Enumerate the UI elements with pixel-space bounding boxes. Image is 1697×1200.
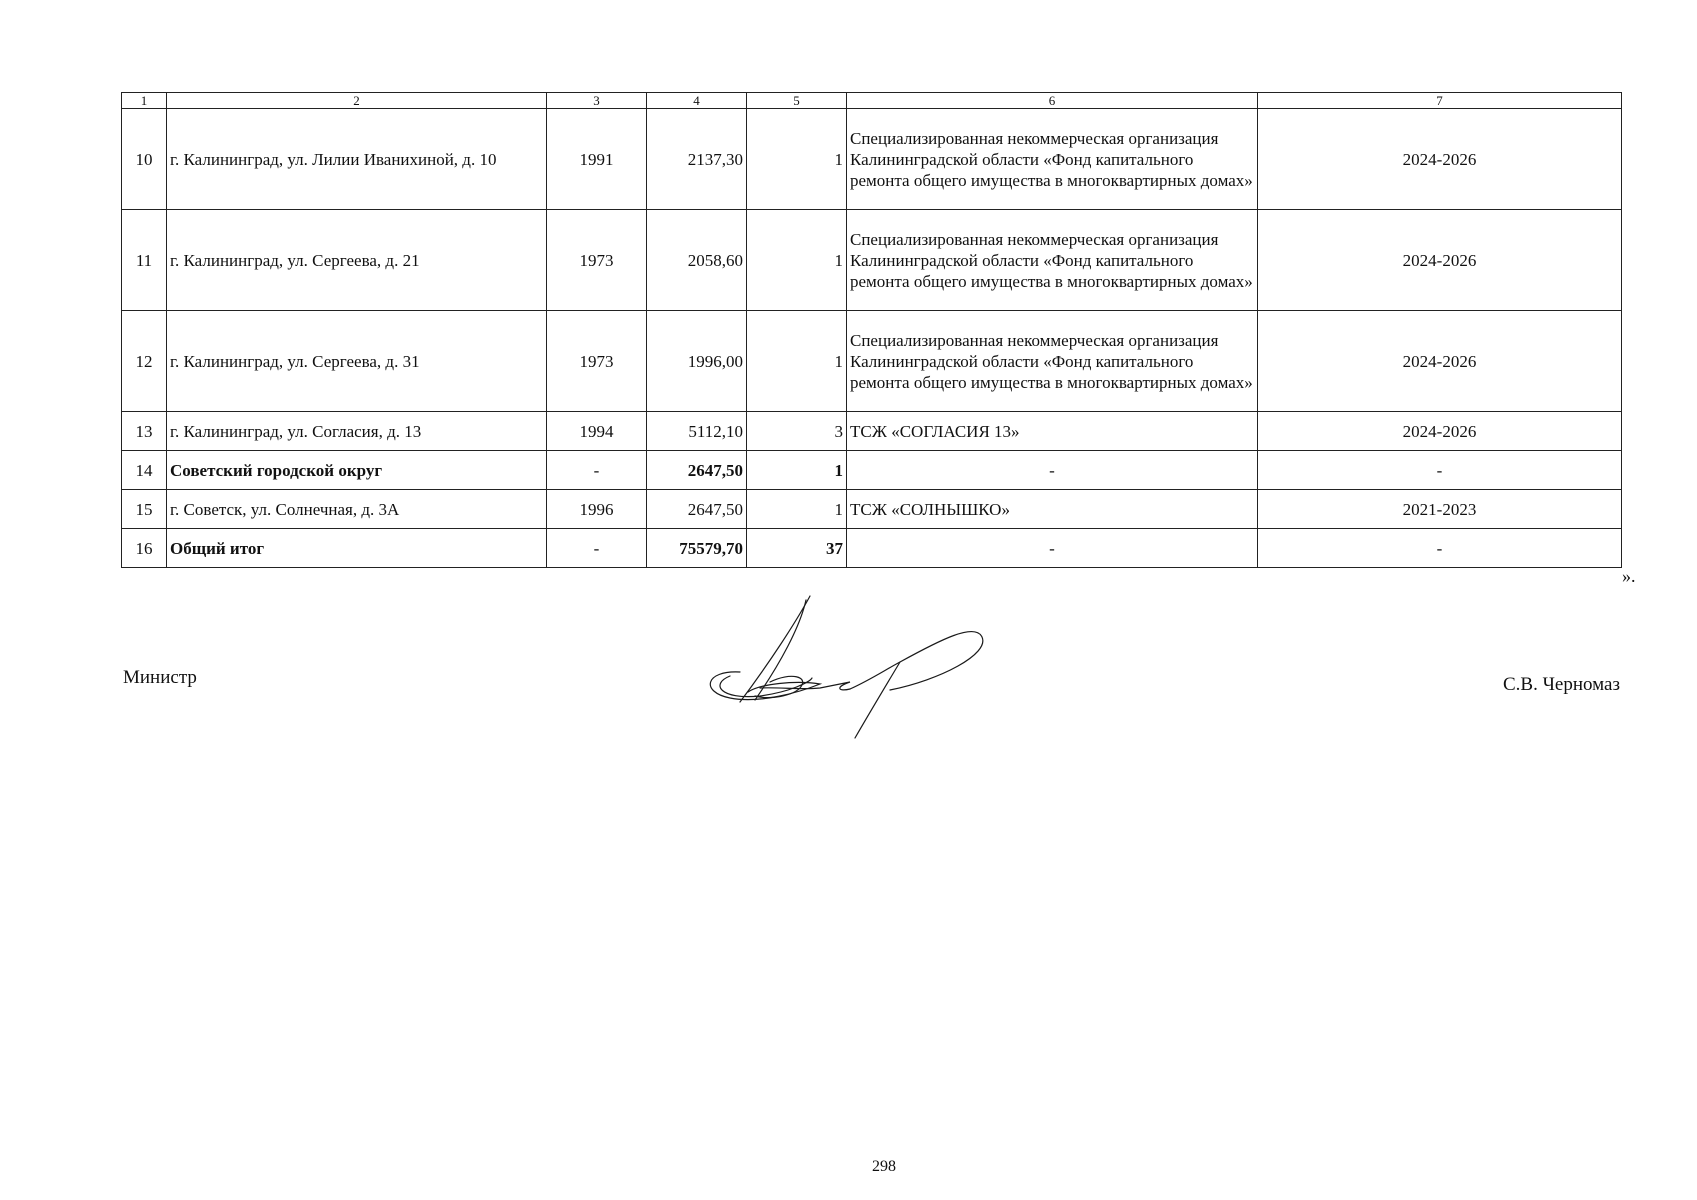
area: 1996,00 [647,311,747,412]
area: 5112,10 [647,412,747,451]
period: - [1258,529,1622,568]
organization-text: Специализированная некоммерческая организация Калининградской области «Фонд капитального ремонта общего имущества в многоквартирных домах» [850,229,1253,291]
row-number: 12 [122,311,167,412]
area: 2647,50 [647,451,747,490]
count: 1 [747,210,847,311]
total-label: Общий итог [167,529,547,568]
organization: ТСЖ «СОЛНЫШКО» [847,490,1258,529]
row-number: 11 [122,210,167,311]
period: - [1258,451,1622,490]
count: 1 [747,311,847,412]
column-number: 2 [167,93,547,109]
row-number: 13 [122,412,167,451]
table-row [122,311,1622,412]
count: 3 [747,412,847,451]
period: 2024-2026 [1258,311,1622,412]
area: 2647,50 [647,490,747,529]
page-number: 298 [872,1158,896,1175]
column-number: 1 [122,93,167,109]
organization [847,311,1258,412]
address: г. Калининград, ул. Согласия, д. 13 [167,412,547,451]
build-year: - [547,529,647,568]
row-number: 10 [122,109,167,210]
area: 2137,30 [647,109,747,210]
address: г. Калининград, ул. Лилии Иванихиной, д. 10 [167,109,547,210]
period: 2024-2026 [1258,109,1622,210]
table-row [122,412,1622,451]
table-row [122,210,1622,311]
table-row [122,490,1622,529]
period: 2021-2023 [1258,490,1622,529]
organization: - [847,529,1258,568]
area: 75579,70 [647,529,747,568]
build-year: - [547,451,647,490]
build-year: 1994 [547,412,647,451]
organization: - [847,451,1258,490]
organization-text: Специализированная некоммерческая организация Калининградской области «Фонд капитального ремонта общего имущества в многоквартирных домах» [850,330,1253,392]
address: г. Калининград, ул. Сергеева, д. 21 [167,210,547,311]
build-year: 1996 [547,490,647,529]
address: г. Калининград, ул. Сергеева, д. 31 [167,311,547,412]
signer-position: Министр [123,667,197,688]
organization [847,109,1258,210]
column-number: 6 [847,93,1258,109]
closing-quote: ». [1622,566,1636,586]
count: 37 [747,529,847,568]
column-number: 3 [547,93,647,109]
build-year: 1991 [547,109,647,210]
district-name: Советский городской округ [167,451,547,490]
column-number: 7 [1258,93,1622,109]
table-row-subtotal [122,451,1622,490]
period: 2024-2026 [1258,210,1622,311]
count: 1 [747,109,847,210]
column-number-row [122,93,1622,109]
organization: ТСЖ «СОГЛАСИЯ 13» [847,412,1258,451]
housing-table [121,92,1622,568]
build-year: 1973 [547,311,647,412]
column-number: 4 [647,93,747,109]
address: г. Советск, ул. Солнечная, д. 3А [167,490,547,529]
row-number: 16 [122,529,167,568]
column-number: 5 [747,93,847,109]
count: 1 [747,451,847,490]
organization [847,210,1258,311]
signer-name: С.В. Черномаз [1502,674,1620,695]
build-year: 1973 [547,210,647,311]
period: 2024-2026 [1258,412,1622,451]
table-row [122,109,1622,210]
row-number: 14 [122,451,167,490]
organization-text: Специализированная некоммерческая организация Калининградской области «Фонд капитального ремонта общего имущества в многоквартирных домах» [850,128,1253,190]
signature-image [700,592,990,742]
area: 2058,60 [647,210,747,311]
count: 1 [747,490,847,529]
table-row-total [122,529,1622,568]
row-number: 15 [122,490,167,529]
